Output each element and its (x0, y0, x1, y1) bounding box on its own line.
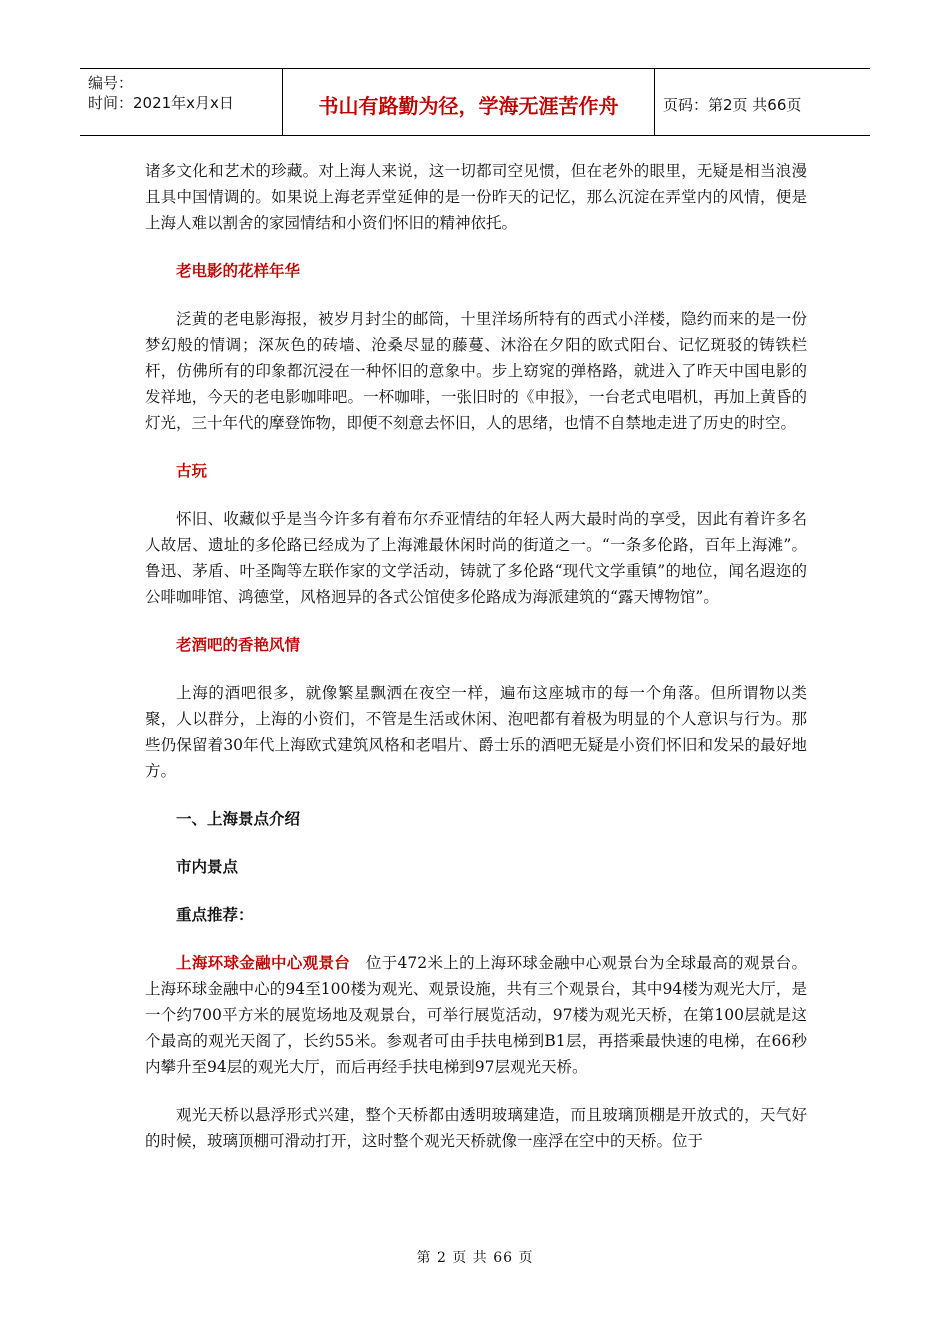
paragraph-antique: 怀旧、收藏似乎是当今许多有着布尔乔亚情结的年轻人两大最时尚的享受，因此有着许多名人故居、遗址的多伦路已经成为了上海滩最休闲时尚的街道之一。“一条多伦路，百年上海滩”。鲁迅、茅盾、叶圣陶等左联作家的文学活动，铸就了多伦路“现代文学重镇”的地位，闻名遐迩的公啡咖啡馆、鸿德堂，风格迥异的各式公馆使多伦路成为海派建筑的“露天博物馆”。 (145, 510, 807, 606)
swfc-text: 位于472米上的上海环球金融中心观景台为全球最高的观景台。上海环球金融中心的94至100楼为观光、观景设施，共有三个观景台，其中94楼为观光大厅，是一个约700平方米的展览场地及观景台，可举行展览活动，97楼为观光天桥，在第100层就是这个最高的观光天阁了，长约55米。参观者可由手扶电梯到B1层，再搭乘最快速的电梯，在66秒内攀升至94层的观光大厅，而后再经手扶电梯到97层观光天桥。 (145, 954, 807, 1076)
time-label: 时间：2021年x月x日 (88, 94, 234, 112)
header-motto: 书山有路勤为径，学海无涯苦作舟 (283, 69, 655, 135)
heading-old-bar: 老酒吧的香艳风情 (176, 636, 301, 654)
header-page-info: 页码：第2页 共66页 (663, 95, 802, 114)
paragraph-old-movie: 泛黄的老电影海报，被岁月封尘的邮筒，十里洋场所特有的西式小洋楼，隐约而来的是一份梦幻般的情调；深灰色的砖墙、沧桑尽显的藤蔓、沐浴在夕阳的欧式阳台、记忆斑驳的铸铁栏杆，仿佛所有的印象都沉浸在一种怀旧的意象中。步上窈窕的弹格路，就进入了昨天中国电影的发祥地，今天的老电影咖啡吧。一杯咖啡，一张旧时的《申报》，一台老式电唱机，再加上黄昏的灯光，三十年代的摩登饰物，即便不刻意去怀旧，人的思绪，也情不自禁地走进了历史的时空。 (145, 310, 807, 432)
heading-city-spots: 市内景点 (176, 858, 239, 876)
number-label: 编号： (88, 74, 134, 92)
header-meta (80, 69, 283, 135)
paragraph-intro: 诸多文化和艺术的珍藏。对上海人来说，这一切都司空见惯，但在老外的眼里，无疑是相当浪漫且具中国情调的。如果说上海老弄堂延伸的是一份昨天的记忆，那么沉淀在弄堂内的风情，便是上海人难以割舍的家园情结和小资们怀旧的精神依托。 (145, 162, 807, 232)
paragraph-old-bar: 上海的酒吧很多，就像繁星飘洒在夜空一样，遍布这座城市的每一个角落。但所谓物以类聚，人以群分，上海的小资们，不管是生活或休闲、泡吧都有着极为明显的个人意识与行为。那些仍保留着30年代上海欧式建筑风格和老唱片、爵士乐的酒吧无疑是小资们怀旧和发呆的最好地方。 (145, 684, 807, 780)
document-body (145, 158, 807, 1176)
heading-recommend: 重点推荐： (176, 906, 254, 924)
page-header (80, 68, 870, 136)
page-footer: 第 2 页 共 66 页 (416, 1250, 534, 1266)
swfc-title: 上海环球金融中心观景台 (176, 954, 351, 972)
heading-scenic-intro: 一、上海景点介绍 (176, 810, 301, 828)
paragraph-swfc (145, 950, 807, 1080)
paragraph-bridge: 观光天桥以悬浮形式兴建，整个天桥都由透明玻璃建造，而且玻璃顶棚是开放式的，天气好的时候，玻璃顶棚可滑动打开，这时整个观光天桥就像一座浮在空中的天桥。位于 (145, 1106, 807, 1150)
heading-old-movie: 老电影的花样年华 (176, 262, 301, 280)
heading-antique: 古玩 (176, 462, 208, 480)
